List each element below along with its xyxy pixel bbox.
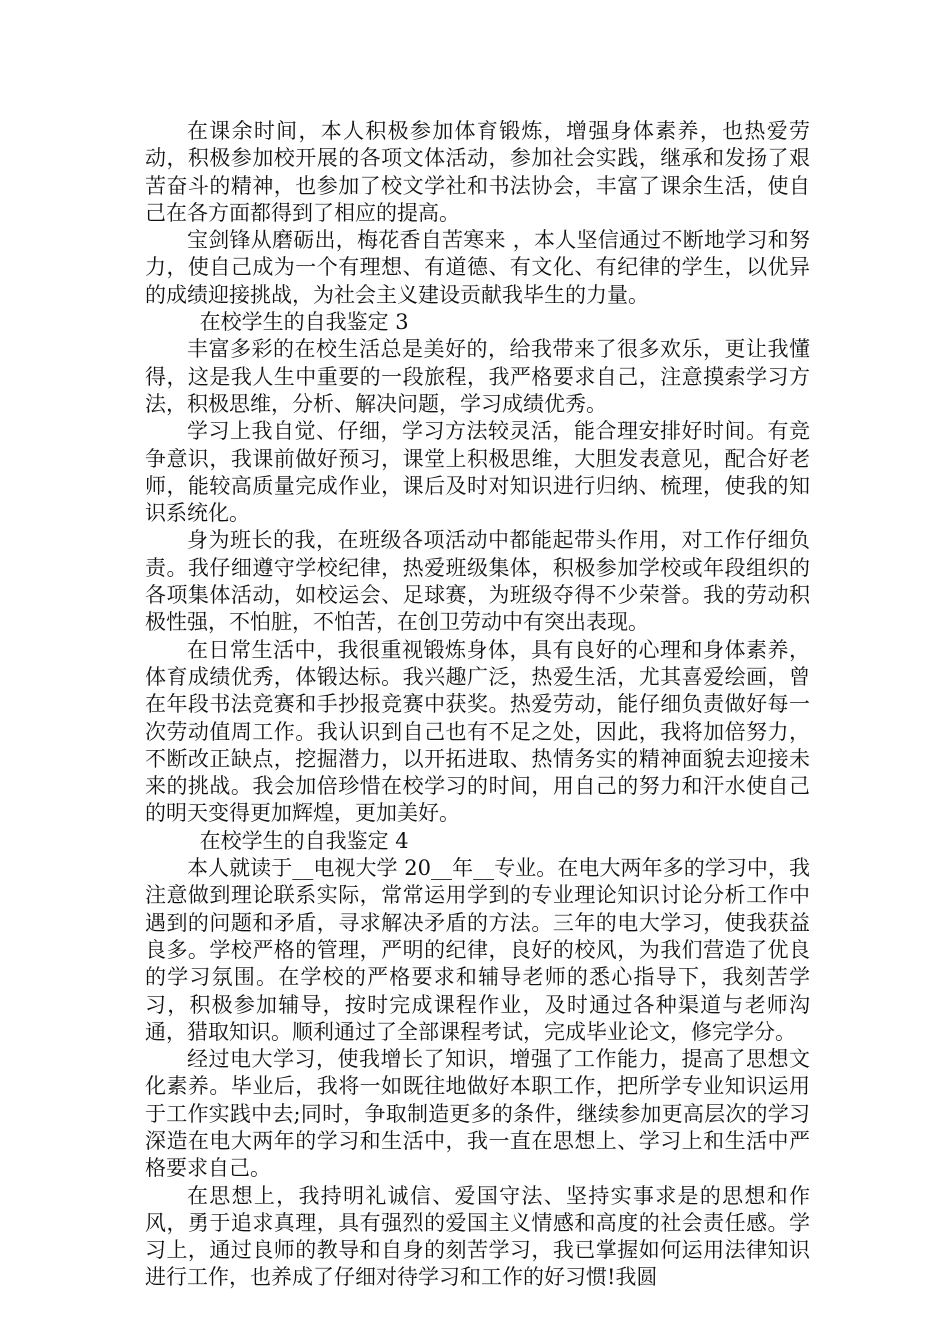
paragraph-extracurricular: 在课余时间，本人积极参加体育锻炼，增强身体素养，也热爱劳动，积极参加校开展的各项文体活动，参加社会实践，继承和发扬了艰苦奋斗的精神，也参加了校文学社和书法协会，丰富了课余生活，使自己在各方面都得到了相应的提高。 bbox=[145, 119, 810, 225]
paragraph-motto: 宝剑锋从磨砺出，梅花香自苦寒来 ，本人坚信通过不断地学习和努力，使自己成为一个有理想、有道德、有文化、有纪律的学生，以优异的成绩迎接挑战，为社会主义建设贡献我毕生的力量。 bbox=[145, 228, 810, 307]
section-heading-3: 在校学生的自我鉴定 3 bbox=[199, 310, 409, 335]
paragraph-growth: 经过电大学习，使我增长了知识，增强了工作能力，提高了思想文化素养。毕业后，我将一如既往地做好本职工作，把所学专业知识运用于工作实践中去;同时，争取制造更多的条件，继续参加更高层次的学习深造在电大两年的学习和生活中，我一直在思想上、学习上和生活中严格要求自己。 bbox=[145, 1047, 810, 1181]
paragraph-tv-university: 本人就读于__电视大学 20__年__专业。在电大两年多的学习中，我注意做到理论联系实际，常常运用学到的专业理论知识讨论分析工作中遇到的问题和矛盾，寻求解决矛盾的方法。三年的电大学习，使我获益良多。学校严格的管理，严明的纪律，良好的校风，为我们营造了优良的学习氛围。在学校的严格要求和辅导老师的悉心指导下，我刻苦学习，积极参加辅导，按时完成课程作业，及时通过各种渠道与老师沟通，猎取知识。顺利通过了全部课程考试，完成毕业论文，修完学分。 bbox=[145, 856, 810, 1044]
paragraph-campus-life: 丰富多彩的在校生活总是美好的，给我带来了很多欢乐，更让我懂得，这是我人生中重要的一段旅程，我严格要求自己，注意摸索学习方法，积极思维，分析、解决问题，学习成绩优秀。 bbox=[145, 337, 810, 416]
paragraph-daily-life: 在日常生活中，我很重视锻炼身体，具有良好的心理和身体素养，体育成绩优秀，体锻达标。我兴趣广泛，热爱生活，尤其喜爱绘画，曾在年段书法竞赛和手抄报竞赛中获奖。热爱劳动，能仔细负责做好每一次劳动值周工作。我认识到自己也有不足之处，因此，我将加倍努力，不断改正缺点，挖掘潜力，以开拓进取、热情务实的精神面貌去迎接未来的挑战。我会加倍珍惜在校学习的时间，用自己的努力和汗水使自己的明天变得更加辉煌，更加美好。 bbox=[145, 637, 810, 826]
paragraph-study: 学习上我自觉、仔细，学习方法较灵活，能合理安排好时间。有竞争意识，我课前做好预习，课堂上积极思维，大胆发表意见，配合好老师，能较高质量完成作业，课后及时对知识进行归纳、梳理，使我的知识系统化。 bbox=[145, 419, 810, 526]
paragraph-class-monitor: 身为班长的我，在班级各项活动中都能起带头作用，对工作仔细负责。我仔细遵守学校纪律，热爱班级集体，积极参加学校或年段组织的各项集体活动，如校运会、足球赛，为班级夺得不少荣誉。我的劳动积极性强，不怕脏，不怕苦，在创卫劳动中有突出表现。 bbox=[145, 528, 810, 635]
section-heading-4: 在校学生的自我鉴定 4 bbox=[199, 828, 409, 853]
paragraph-ideology: 在思想上，我持明礼诚信、爱国守法、坚持实事求是的思想和作风，勇于追求真理，具有强烈的爱国主义情感和高度的社会责任感。学习上，通过良师的教导和自身的刻苦学习，我已掌握如何运用法律知识进行工作，也养成了仔细对待学习和工作的好习惯!我圆 bbox=[145, 1183, 810, 1290]
document-body bbox=[145, 118, 810, 1292]
